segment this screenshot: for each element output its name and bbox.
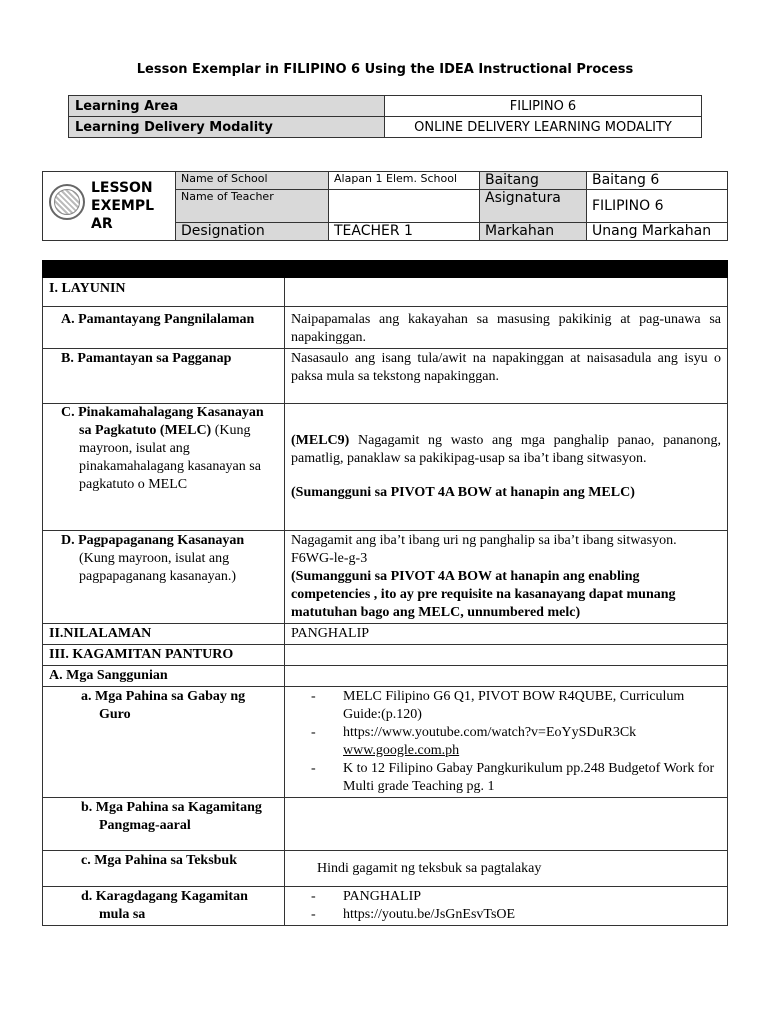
pagpapaganang-reference: (Sumangguni sa PIVOT 4A BOW at hanapin ang enabling competencies , ito ay pre requisite na kasanayang dapat munang matutuhan bago ang MELC, unnumbered melc) <box>291 569 676 620</box>
nilalaman-value: PANGHALIP <box>285 624 728 645</box>
karagdagang-kagamitan-label: d. Karagdagang Kagamitan mula sa <box>81 889 248 922</box>
baitang-label: Baitang <box>480 172 587 190</box>
lesson-exemplar-label: LESSON EXEMPL AR <box>91 180 155 232</box>
lesson-exemplar-cell <box>43 172 176 241</box>
designation-value: TEACHER 1 <box>329 223 480 241</box>
lesson-plan-table <box>42 260 728 926</box>
teacher-value <box>329 190 480 223</box>
baitang-value: Baitang 6 <box>587 172 728 190</box>
learning-area-label: Learning Area <box>69 96 385 117</box>
teacher-label: Name of Teacher <box>176 190 329 223</box>
gabay-guro-label: a. Mga Pahina sa Gabay ng Guro <box>81 689 246 722</box>
karagdagang-kagamitan-list <box>291 888 721 924</box>
nilalaman-heading: II.NILALAMAN <box>43 624 285 645</box>
modality-value: ONLINE DELIVERY LEARNING MODALITY <box>385 117 702 138</box>
markahan-value: Unang Markahan <box>587 223 728 241</box>
sanggunian-heading: A. Mga Sanggunian <box>43 666 285 687</box>
teksbuk-label: c. Mga Pahina sa Teksbuk <box>81 853 237 868</box>
school-value: Alapan 1 Elem. School <box>329 172 480 190</box>
pamantayang-pangnilalaman-value: Naipapamalas ang kakayahan sa masusing pakikinig at pag-unawa sa napakinggan. <box>285 307 728 349</box>
melc-label: C. Pinakamahalagang Kasanayan sa Pagkatuto (MELC) (Kung mayroon, isulat ang pinakamahalagang kasanayan sa pagkatuto o MELC <box>61 405 264 492</box>
pagpapaganang-label: D. Pagpapaganang Kasanayan (Kung mayroon, isulat ang pagpapaganang kasanayan.) <box>61 533 245 584</box>
teksbuk-value: Hindi gagamit ng teksbuk sa pagtalakay <box>285 851 728 887</box>
list-item: - PANGHALIP <box>311 888 721 906</box>
kagamitan-heading: III. KAGAMITAN PANTURO <box>43 645 285 666</box>
designation-label: Designation <box>176 223 329 241</box>
info-table <box>42 171 728 241</box>
list-item: - MELC Filipino G6 Q1, PIVOT BOW R4QUBE, Curriculum Guide:(p.120) <box>311 688 721 724</box>
layunin-heading: I. LAYUNIN <box>43 278 285 307</box>
list-item: - https://youtu.be/JsGnEsvTsOE <box>311 906 721 924</box>
learning-area-value: FILIPINO 6 <box>385 96 702 117</box>
kagamitang-pangmag-aaral-label: b. Mga Pahina sa Kagamitang Pangmag-aaral <box>81 800 262 833</box>
pamantayang-pangnilalaman-label: A. Pamantayang Pangnilalaman <box>61 312 255 327</box>
pamantayan-pagganap-label: B. Pamantayan sa Pagganap <box>43 349 285 404</box>
list-item: - https://www.youtube.com/watch?v=EoYySDuR3Ck www.google.com.ph <box>311 724 721 760</box>
modality-label: Learning Delivery Modality <box>69 117 385 138</box>
deped-seal-icon <box>49 184 85 220</box>
asignatura-value: FILIPINO 6 <box>587 190 728 223</box>
school-label: Name of School <box>176 172 329 190</box>
header-table <box>68 95 702 138</box>
google-link[interactable]: www.google.com.ph <box>343 743 460 758</box>
asignatura-label: Asignatura <box>480 190 587 223</box>
list-item: - K to 12 Filipino Gabay Pangkurikulum pp.248 Budgetof Work for Multi grade Teaching pg. 1 <box>311 760 721 796</box>
pagpapaganang-code: F6WG-le-g-3 <box>291 551 368 566</box>
gabay-guro-list <box>291 688 721 796</box>
pamantayan-pagganap-value: Nasasaulo ang isang tula/awit na napakinggan at naisasadula ang isyu o paksa mula sa tekstong napakinggan. <box>285 349 728 404</box>
melc-text: (MELC9) Nagagamit ng wasto ang mga panghalip panao, pananong, pamatlig, panaklaw sa pakikipag-usap sa iba’t ibang sitwasyon. <box>291 433 721 466</box>
melc-reference: (Sumangguni sa PIVOT 4A BOW at hanapin ang MELC) <box>291 485 635 500</box>
document-title: Lesson Exemplar in FILIPINO 6 Using the IDEA Instructional Process <box>136 62 634 77</box>
pagpapaganang-text: Nagagamit ang iba’t ibang uri ng panghalip sa iba’t ibang sitwasyon. <box>291 533 677 548</box>
markahan-label: Markahan <box>480 223 587 241</box>
